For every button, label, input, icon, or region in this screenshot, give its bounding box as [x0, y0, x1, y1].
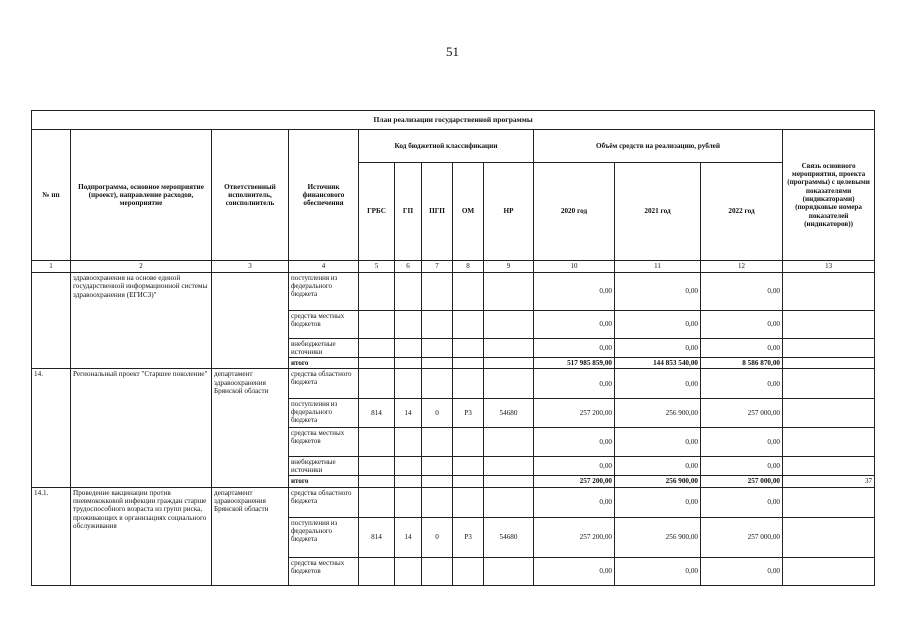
link-indicator-cell — [783, 273, 875, 311]
code-grbs-cell — [359, 428, 395, 457]
header-budget-code: Код бюджетной классификации — [359, 130, 534, 163]
code-nr-cell — [484, 311, 534, 339]
code-grbs-cell: 814 — [359, 399, 395, 428]
amount-2021-cell: 0,00 — [615, 369, 701, 399]
row-number: 14. — [32, 369, 71, 487]
code-om-cell: Р3 — [453, 399, 484, 428]
code-gp-cell — [395, 369, 422, 399]
column-number: 4 — [289, 261, 359, 273]
source-cell: итого — [289, 358, 359, 369]
amount-2022-cell: 0,00 — [701, 557, 783, 585]
link-indicator-cell — [783, 428, 875, 457]
code-nr-cell: 54680 — [484, 517, 534, 557]
amount-2020-cell: 0,00 — [534, 487, 615, 517]
code-nr-cell — [484, 428, 534, 457]
amount-2021-cell: 0,00 — [615, 457, 701, 476]
code-gp-cell — [395, 273, 422, 311]
header-nr: НР — [484, 163, 534, 261]
code-gp-cell — [395, 358, 422, 369]
code-gp-cell — [395, 487, 422, 517]
amount-2020-cell: 0,00 — [534, 311, 615, 339]
header-source: Источник финансового обеспечения — [289, 130, 359, 261]
source-cell: внебюджетные источники — [289, 457, 359, 476]
code-om-cell: Р3 — [453, 517, 484, 557]
header-volume: Объём средств на реализацию, рублей — [534, 130, 783, 163]
code-gp-cell — [395, 557, 422, 585]
link-indicator-cell — [783, 339, 875, 358]
row-number: 14.1. — [32, 487, 71, 585]
code-om-cell — [453, 339, 484, 358]
code-pgp-cell: 0 — [422, 517, 453, 557]
header-executor: Ответственный исполнитель, соисполнитель — [212, 130, 289, 261]
column-number: 13 — [783, 261, 875, 273]
amount-2020-cell: 0,00 — [534, 369, 615, 399]
amount-2021-cell: 0,00 — [615, 487, 701, 517]
amount-2020-cell: 257 200,00 — [534, 476, 615, 487]
column-number: 2 — [71, 261, 212, 273]
code-grbs-cell — [359, 457, 395, 476]
amount-2022-cell: 0,00 — [701, 369, 783, 399]
code-nr-cell — [484, 476, 534, 487]
amount-2021-cell: 256 900,00 — [615, 517, 701, 557]
code-pgp-cell — [422, 311, 453, 339]
amount-2020-cell: 0,00 — [534, 428, 615, 457]
table-row — [32, 369, 875, 399]
code-om-cell — [453, 311, 484, 339]
code-pgp-cell — [422, 369, 453, 399]
amount-2020-cell: 0,00 — [534, 557, 615, 585]
code-grbs-cell — [359, 476, 395, 487]
code-pgp-cell — [422, 476, 453, 487]
header-om: ОМ — [453, 163, 484, 261]
subprogram-name: Проведение вакцинации против пневмококковой инфекции граждан старше трудоспособного возраста из групп риска, проживающих в организациях социального обслуживания — [71, 487, 212, 585]
link-indicator-cell — [783, 399, 875, 428]
code-pgp-cell — [422, 428, 453, 457]
amount-2022-cell: 0,00 — [701, 457, 783, 476]
header-grbs: ГРБС — [359, 163, 395, 261]
page-number: 51 — [446, 44, 459, 59]
code-grbs-cell — [359, 339, 395, 358]
source-cell: средства областного бюджета — [289, 369, 359, 399]
header-2021: 2021 год — [615, 163, 701, 261]
code-om-cell — [453, 476, 484, 487]
code-pgp-cell — [422, 339, 453, 358]
source-cell: поступления из федерального бюджета — [289, 517, 359, 557]
amount-2022-cell: 0,00 — [701, 273, 783, 311]
table-row — [32, 273, 875, 311]
code-om-cell — [453, 358, 484, 369]
source-cell: поступления из федерального бюджета — [289, 399, 359, 428]
header-subprogram: Подпрограмма, основное мероприятие (проект), направление расходов, мероприятие — [71, 130, 212, 261]
row-number — [32, 273, 71, 369]
code-pgp-cell — [422, 487, 453, 517]
code-nr-cell — [484, 339, 534, 358]
amount-2020-cell: 0,00 — [534, 457, 615, 476]
table-row — [32, 487, 875, 517]
amount-2020-cell: 0,00 — [534, 273, 615, 311]
code-gp-cell — [395, 428, 422, 457]
header-pgp: ПГП — [422, 163, 453, 261]
table-title: План реализации государственной программы — [32, 111, 875, 130]
code-om-cell — [453, 273, 484, 311]
column-number: 7 — [422, 261, 453, 273]
executor-cell: департамент здравоохранения Брянской области — [212, 487, 289, 585]
column-number: 5 — [359, 261, 395, 273]
code-pgp-cell — [422, 457, 453, 476]
amount-2021-cell: 0,00 — [615, 428, 701, 457]
amount-2022-cell: 257 000,00 — [701, 517, 783, 557]
code-gp-cell — [395, 311, 422, 339]
source-cell: средства областного бюджета — [289, 487, 359, 517]
amount-2021-cell: 256 900,00 — [615, 476, 701, 487]
code-nr-cell — [484, 557, 534, 585]
code-grbs-cell — [359, 311, 395, 339]
column-number: 12 — [701, 261, 783, 273]
executor-cell — [212, 273, 289, 369]
header-link: Связь основного мероприятия, проекта (программы) с целевыми показателями (индикаторами) (порядковые номера показателей (индикаторов)) — [783, 130, 875, 261]
link-indicator-cell — [783, 557, 875, 585]
code-nr-cell — [484, 369, 534, 399]
code-grbs-cell — [359, 273, 395, 311]
subprogram-name: Региональный проект "Старшее поколение" — [71, 369, 212, 487]
link-indicator-cell — [783, 517, 875, 557]
source-cell: средства местных бюджетов — [289, 311, 359, 339]
amount-2021-cell: 144 853 540,00 — [615, 358, 701, 369]
code-nr-cell — [484, 273, 534, 311]
source-cell: средства местных бюджетов — [289, 557, 359, 585]
amount-2021-cell: 256 900,00 — [615, 399, 701, 428]
amount-2020-cell: 257 200,00 — [534, 399, 615, 428]
code-nr-cell — [484, 457, 534, 476]
code-gp-cell: 14 — [395, 517, 422, 557]
code-grbs-cell: 814 — [359, 517, 395, 557]
link-indicator-cell: 37 — [783, 476, 875, 487]
amount-2022-cell: 0,00 — [701, 339, 783, 358]
source-cell: итого — [289, 476, 359, 487]
column-number: 10 — [534, 261, 615, 273]
source-cell: средства местных бюджетов — [289, 428, 359, 457]
link-indicator-cell — [783, 487, 875, 517]
header-num: № пп — [32, 130, 71, 261]
code-pgp-cell — [422, 273, 453, 311]
code-grbs-cell — [359, 557, 395, 585]
code-om-cell — [453, 457, 484, 476]
amount-2022-cell: 0,00 — [701, 311, 783, 339]
plan-table — [31, 110, 875, 586]
link-indicator-cell — [783, 457, 875, 476]
executor-cell: департамент здравоохранения Брянской области — [212, 369, 289, 487]
column-number: 8 — [453, 261, 484, 273]
amount-2020-cell: 0,00 — [534, 339, 615, 358]
header-gp: ГП — [395, 163, 422, 261]
source-cell: внебюджетные источники — [289, 339, 359, 358]
code-nr-cell: 54680 — [484, 399, 534, 428]
amount-2022-cell: 0,00 — [701, 428, 783, 457]
code-grbs-cell — [359, 369, 395, 399]
code-gp-cell — [395, 339, 422, 358]
subprogram-name: здравоохранения на основе единой государственной информационной системы здравоохранения (ЕГИСЗ)" — [71, 273, 212, 369]
code-gp-cell — [395, 476, 422, 487]
code-pgp-cell — [422, 358, 453, 369]
code-grbs-cell — [359, 487, 395, 517]
link-indicator-cell — [783, 358, 875, 369]
code-pgp-cell: 0 — [422, 399, 453, 428]
code-om-cell — [453, 428, 484, 457]
header-2022: 2022 год — [701, 163, 783, 261]
code-om-cell — [453, 557, 484, 585]
source-cell: поступления из федерального бюджета — [289, 273, 359, 311]
column-number: 3 — [212, 261, 289, 273]
column-number-row — [32, 261, 875, 273]
code-gp-cell — [395, 457, 422, 476]
code-om-cell — [453, 369, 484, 399]
header-2020: 2020 год — [534, 163, 615, 261]
code-nr-cell — [484, 487, 534, 517]
code-grbs-cell — [359, 358, 395, 369]
amount-2021-cell: 0,00 — [615, 339, 701, 358]
code-nr-cell — [484, 358, 534, 369]
amount-2022-cell: 257 000,00 — [701, 399, 783, 428]
amount-2020-cell: 257 200,00 — [534, 517, 615, 557]
amount-2020-cell: 517 985 859,00 — [534, 358, 615, 369]
link-indicator-cell — [783, 311, 875, 339]
amount-2022-cell: 0,00 — [701, 487, 783, 517]
column-number: 6 — [395, 261, 422, 273]
code-pgp-cell — [422, 557, 453, 585]
column-number: 11 — [615, 261, 701, 273]
column-number: 9 — [484, 261, 534, 273]
column-number: 1 — [32, 261, 71, 273]
amount-2021-cell: 0,00 — [615, 311, 701, 339]
link-indicator-cell — [783, 369, 875, 399]
amount-2022-cell: 257 000,00 — [701, 476, 783, 487]
code-gp-cell: 14 — [395, 399, 422, 428]
amount-2022-cell: 8 586 870,00 — [701, 358, 783, 369]
amount-2021-cell: 0,00 — [615, 273, 701, 311]
code-om-cell — [453, 487, 484, 517]
amount-2021-cell: 0,00 — [615, 557, 701, 585]
